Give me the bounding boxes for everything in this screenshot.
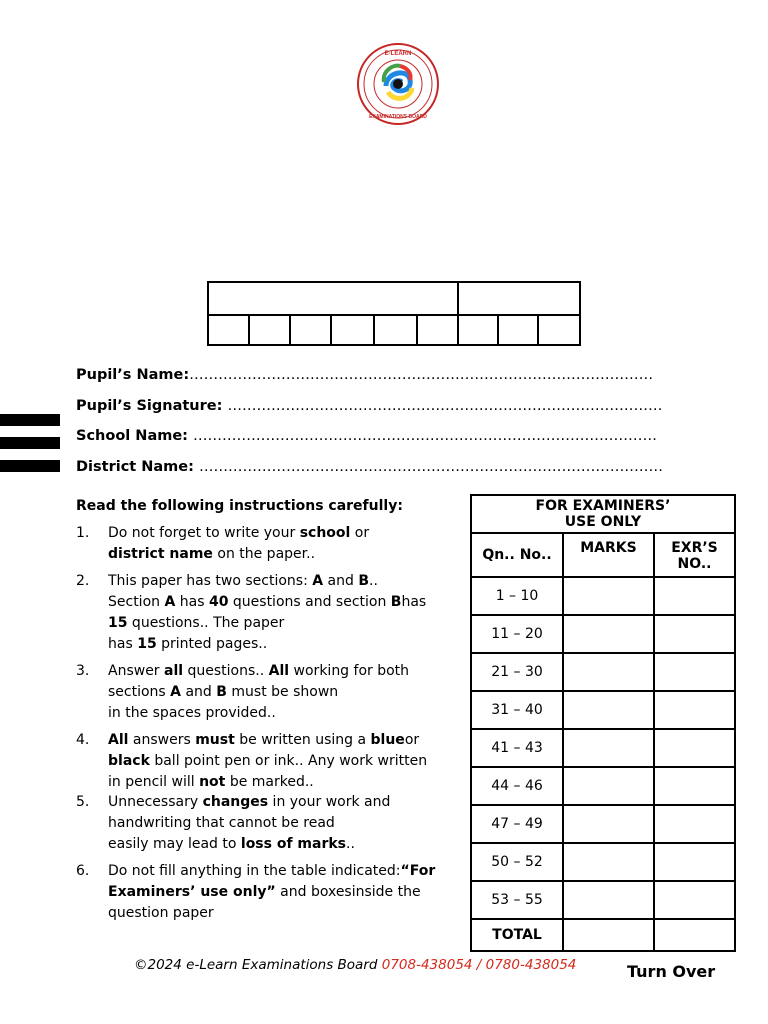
exr-cell[interactable] (654, 691, 735, 729)
logo-text-top: E-LEARN (384, 51, 412, 57)
instruction-number: 5. (76, 794, 90, 810)
question-range: 44 – 46 (471, 767, 563, 805)
index-digit-box[interactable] (249, 315, 290, 345)
marks-cell[interactable] (563, 577, 654, 615)
turn-over-label: Turn Over (627, 962, 716, 981)
instruction-item (76, 571, 448, 655)
phone-numbers: 0708-438054 / 0780-438054 (381, 957, 577, 973)
marks-cell[interactable] (563, 729, 654, 767)
district-name-dots: …………………………………………………………………………………… (198, 459, 663, 475)
total-label: TOTAL (471, 919, 563, 951)
copyright-text: ©2024 e-Learn Examinations Board (134, 957, 382, 973)
marks-cell[interactable] (563, 767, 654, 805)
instruction-text: Do not fill anything in the table indicated:“For Examiners’ use only” and boxesinside the question paper (108, 863, 436, 921)
question-range: 21 – 30 (471, 653, 563, 691)
exr-cell[interactable] (654, 653, 735, 691)
district-name-label: District Name: (76, 459, 199, 475)
examiners-title-line1: FOR EXAMINERS’ (535, 498, 671, 514)
school-name-field[interactable] (76, 428, 657, 444)
instruction-number: 2. (76, 573, 90, 589)
question-range: 1 – 10 (471, 577, 563, 615)
table-row (471, 843, 735, 881)
pupil-name-dots: …………………………………………………………………………………… (189, 367, 654, 383)
exr-cell[interactable] (654, 577, 735, 615)
question-range: 11 – 20 (471, 615, 563, 653)
marks-cell[interactable] (563, 691, 654, 729)
exr-cell[interactable] (654, 729, 735, 767)
instruction-number: 6. (76, 863, 90, 879)
index-digit-box[interactable] (374, 315, 417, 345)
header-exr-no-label: EXR’S NO.. (671, 540, 718, 572)
marks-cell[interactable] (563, 615, 654, 653)
instruction-item (76, 661, 448, 724)
index-box-top-right[interactable] (458, 282, 580, 315)
index-digit-box[interactable] (417, 315, 458, 345)
table-row (471, 615, 735, 653)
index-digit-box[interactable] (208, 315, 249, 345)
school-name-dots: …………………………………………………………………………………… (193, 428, 658, 444)
total-marks-cell[interactable] (563, 919, 654, 951)
index-digit-box[interactable] (538, 315, 580, 345)
instruction-text: This paper has two sections: A and B.. Section A has 40 questions and section Bhas 15 questions.. The paper has 15 printed pages.. (108, 573, 427, 652)
index-digit-box[interactable] (331, 315, 374, 345)
table-row (471, 805, 735, 843)
logo-text-bottom: EXAMINATIONS BOARD (369, 114, 427, 120)
marks-cell[interactable] (563, 881, 654, 919)
instruction-number: 1. (76, 525, 90, 541)
instructions-heading: Read the following instructions carefully: (76, 498, 403, 514)
pupil-signature-field[interactable] (76, 398, 662, 414)
instruction-text: Unnecessary changes in your work and handwriting that cannot be read easily may lead to loss of marks.. (108, 794, 391, 852)
instruction-number: 3. (76, 663, 90, 679)
table-row (471, 691, 735, 729)
instruction-item (76, 861, 448, 924)
instruction-item (76, 792, 448, 855)
elearn-logo-icon (356, 42, 440, 126)
question-range: 31 – 40 (471, 691, 563, 729)
pupil-signature-dots: ……………………………………………………………………………… (227, 398, 663, 414)
table-row (471, 881, 735, 919)
question-range: 53 – 55 (471, 881, 563, 919)
marks-cell[interactable] (563, 843, 654, 881)
margin-bar (0, 437, 60, 449)
marks-cell[interactable] (563, 653, 654, 691)
instruction-text: Answer all questions.. All working for both sections A and B must be shown in the spaces provided.. (108, 663, 410, 721)
header-marks: MARKS (563, 533, 654, 577)
pupil-name-field[interactable] (76, 367, 653, 383)
margin-bar (0, 414, 60, 426)
exr-cell[interactable] (654, 615, 735, 653)
instruction-number: 4. (76, 732, 90, 748)
index-digit-box[interactable] (458, 315, 498, 345)
district-name-field[interactable] (76, 459, 663, 475)
index-box-top-left[interactable] (208, 282, 458, 315)
school-name-label: School Name: (76, 428, 194, 444)
index-digit-box[interactable] (290, 315, 331, 345)
examiners-title-line2: USE ONLY (564, 514, 642, 530)
footer-copyright (134, 957, 576, 973)
table-row (471, 577, 735, 615)
index-number-boxes (207, 281, 581, 346)
instruction-text: Do not forget to write your school or district name on the paper.. (108, 525, 370, 562)
exr-cell[interactable] (654, 881, 735, 919)
pupil-name-label: Pupil’s Name: (76, 367, 190, 383)
table-row (471, 729, 735, 767)
examiners-table (470, 494, 736, 952)
total-exr-cell[interactable] (654, 919, 735, 951)
table-row (471, 653, 735, 691)
instruction-text: All answers must be written using a blueor black ball point pen or ink.. Any work written in pencil will not be marked.. (108, 732, 428, 790)
exr-cell[interactable] (654, 805, 735, 843)
table-row (471, 767, 735, 805)
examiners-table-title (471, 495, 735, 533)
question-range: 47 – 49 (471, 805, 563, 843)
exr-cell[interactable] (654, 843, 735, 881)
index-digit-box[interactable] (498, 315, 538, 345)
marks-cell[interactable] (563, 805, 654, 843)
header-exr-no (654, 533, 735, 577)
margin-bar (0, 460, 60, 472)
pupil-signature-label: Pupil’s Signature: (76, 398, 228, 414)
exr-cell[interactable] (654, 767, 735, 805)
header-qn-no: Qn.. No.. (471, 533, 563, 577)
instruction-item (76, 730, 448, 793)
instruction-item (76, 523, 448, 565)
question-range: 50 – 52 (471, 843, 563, 881)
question-range: 41 – 43 (471, 729, 563, 767)
